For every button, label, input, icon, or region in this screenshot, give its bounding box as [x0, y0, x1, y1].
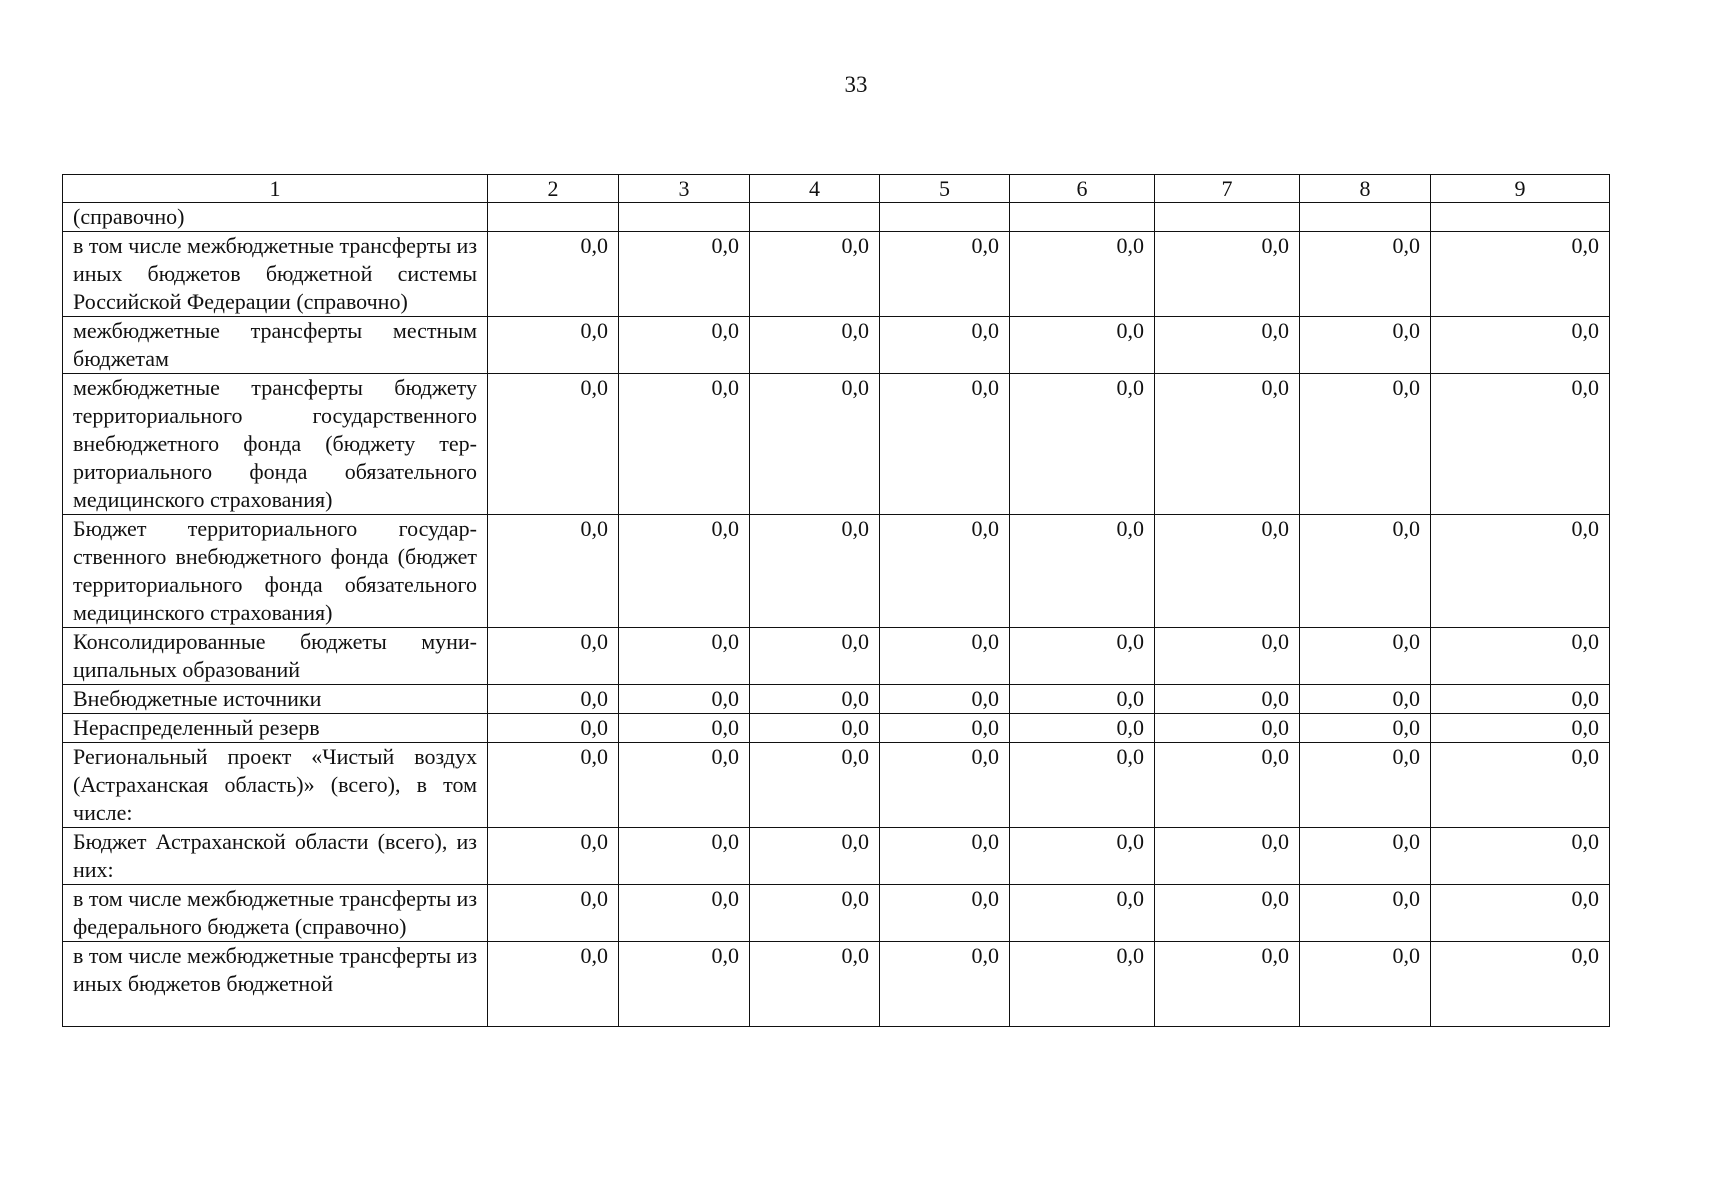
value-cell-col-9: 0,0: [1431, 317, 1610, 374]
budget-table: [62, 174, 1610, 1027]
column-header-3: 3: [619, 175, 750, 203]
table-row: [63, 628, 1610, 685]
row-label: в том числе межбюджетные трансферты из федерального бюджета (справочно): [63, 885, 488, 942]
table-row: [63, 515, 1610, 628]
value-cell-col-7: 0,0: [1155, 515, 1300, 628]
value-cell-col-6: 0,0: [1010, 232, 1155, 317]
table-row: [63, 374, 1610, 515]
value-cell-col-3: 0,0: [619, 885, 750, 942]
value-cell-col-8: 0,0: [1300, 743, 1431, 828]
value-cell-col-5: 0,0: [880, 628, 1010, 685]
value-cell-col-5: 0,0: [880, 317, 1010, 374]
value-cell-col-8: 0,0: [1300, 885, 1431, 942]
row-label: межбюджетные трансферты местным бюджетам: [63, 317, 488, 374]
table-row: [63, 714, 1610, 743]
table-row: [63, 232, 1610, 317]
value-cell-col-5: 0,0: [880, 685, 1010, 714]
value-cell-col-6: 0,0: [1010, 685, 1155, 714]
row-label: Региональный проект «Чистый воздух (Астраханская область)» (всего), в том числе:: [63, 743, 488, 828]
value-cell-col-9: 0,0: [1431, 714, 1610, 743]
value-cell-col-5: 0,0: [880, 374, 1010, 515]
value-cell-col-7: [1155, 203, 1300, 232]
value-cell-col-2: 0,0: [488, 942, 619, 1027]
row-label: Внебюджетные источники: [63, 685, 488, 714]
value-cell-col-7: 0,0: [1155, 317, 1300, 374]
value-cell-col-7: 0,0: [1155, 828, 1300, 885]
value-cell-col-5: 0,0: [880, 714, 1010, 743]
value-cell-col-5: 0,0: [880, 743, 1010, 828]
column-header-6: 6: [1010, 175, 1155, 203]
value-cell-col-2: 0,0: [488, 515, 619, 628]
table-row: [63, 317, 1610, 374]
value-cell-col-4: 0,0: [750, 743, 880, 828]
value-cell-col-6: 0,0: [1010, 515, 1155, 628]
table-row: [63, 885, 1610, 942]
value-cell-col-4: 0,0: [750, 515, 880, 628]
value-cell-col-3: 0,0: [619, 942, 750, 1027]
table-row: [63, 828, 1610, 885]
value-cell-col-7: 0,0: [1155, 374, 1300, 515]
value-cell-col-5: 0,0: [880, 828, 1010, 885]
value-cell-col-8: 0,0: [1300, 374, 1431, 515]
value-cell-col-7: 0,0: [1155, 714, 1300, 743]
value-cell-col-9: 0,0: [1431, 743, 1610, 828]
row-label: Бюджет территориального государственного внебюджетного фонда (бюджет территориального фонда обязательного медицинского страхования): [63, 515, 488, 628]
column-header-7: 7: [1155, 175, 1300, 203]
value-cell-col-2: 0,0: [488, 317, 619, 374]
column-header-1: 1: [63, 175, 488, 203]
row-label: межбюджетные трансферты бюджету территориального государственного внебюджетного фонда (бюджету территориального фонда обязательного медицинского страхования): [63, 374, 488, 515]
value-cell-col-6: 0,0: [1010, 743, 1155, 828]
value-cell-col-8: 0,0: [1300, 685, 1431, 714]
value-cell-col-4: 0,0: [750, 685, 880, 714]
column-header-8: 8: [1300, 175, 1431, 203]
table-row: [63, 942, 1610, 1027]
value-cell-col-7: 0,0: [1155, 885, 1300, 942]
value-cell-col-6: 0,0: [1010, 628, 1155, 685]
value-cell-col-5: 0,0: [880, 885, 1010, 942]
value-cell-col-9: 0,0: [1431, 942, 1610, 1027]
value-cell-col-3: 0,0: [619, 232, 750, 317]
value-cell-col-8: 0,0: [1300, 317, 1431, 374]
value-cell-col-2: 0,0: [488, 374, 619, 515]
column-header-5: 5: [880, 175, 1010, 203]
value-cell-col-4: 0,0: [750, 828, 880, 885]
value-cell-col-6: 0,0: [1010, 885, 1155, 942]
value-cell-col-3: 0,0: [619, 374, 750, 515]
value-cell-col-4: 0,0: [750, 885, 880, 942]
value-cell-col-4: 0,0: [750, 942, 880, 1027]
column-header-2: 2: [488, 175, 619, 203]
value-cell-col-7: 0,0: [1155, 942, 1300, 1027]
row-label: в том числе межбюджетные трансферты из иных бюджетов бюджетной: [63, 942, 488, 1027]
column-header-4: 4: [750, 175, 880, 203]
value-cell-col-7: 0,0: [1155, 232, 1300, 317]
value-cell-col-4: 0,0: [750, 714, 880, 743]
value-cell-col-4: 0,0: [750, 317, 880, 374]
value-cell-col-8: 0,0: [1300, 942, 1431, 1027]
value-cell-col-9: 0,0: [1431, 885, 1610, 942]
row-label: в том числе межбюджетные трансферты из иных бюджетов бюджетной системы Российской Федерации (справочно): [63, 232, 488, 317]
value-cell-col-9: [1431, 203, 1610, 232]
budget-table-wrapper: [62, 174, 1610, 1027]
page-number: 33: [844, 72, 868, 97]
value-cell-col-8: 0,0: [1300, 828, 1431, 885]
value-cell-col-7: 0,0: [1155, 685, 1300, 714]
value-cell-col-8: 0,0: [1300, 628, 1431, 685]
value-cell-col-2: 0,0: [488, 743, 619, 828]
value-cell-col-6: 0,0: [1010, 714, 1155, 743]
value-cell-col-3: [619, 203, 750, 232]
value-cell-col-3: 0,0: [619, 317, 750, 374]
value-cell-col-8: 0,0: [1300, 515, 1431, 628]
value-cell-col-5: 0,0: [880, 232, 1010, 317]
value-cell-col-3: 0,0: [619, 685, 750, 714]
column-header-9: 9: [1431, 175, 1610, 203]
table-row: [63, 685, 1610, 714]
value-cell-col-3: 0,0: [619, 628, 750, 685]
value-cell-col-7: 0,0: [1155, 628, 1300, 685]
value-cell-col-3: 0,0: [619, 714, 750, 743]
value-cell-col-2: 0,0: [488, 685, 619, 714]
value-cell-col-4: 0,0: [750, 628, 880, 685]
value-cell-col-6: 0,0: [1010, 828, 1155, 885]
value-cell-col-4: 0,0: [750, 232, 880, 317]
row-label: Бюджет Астраханской области (всего), из них:: [63, 828, 488, 885]
value-cell-col-3: 0,0: [619, 743, 750, 828]
value-cell-col-8: [1300, 203, 1431, 232]
value-cell-col-9: 0,0: [1431, 374, 1610, 515]
row-label: Консолидированные бюджеты муниципальных образований: [63, 628, 488, 685]
value-cell-col-2: 0,0: [488, 828, 619, 885]
value-cell-col-9: 0,0: [1431, 232, 1610, 317]
value-cell-col-2: [488, 203, 619, 232]
value-cell-col-9: 0,0: [1431, 628, 1610, 685]
value-cell-col-2: 0,0: [488, 628, 619, 685]
value-cell-col-9: 0,0: [1431, 515, 1610, 628]
value-cell-col-6: 0,0: [1010, 317, 1155, 374]
value-cell-col-2: 0,0: [488, 885, 619, 942]
table-body: [63, 203, 1610, 1027]
value-cell-col-6: 0,0: [1010, 374, 1155, 515]
value-cell-col-3: 0,0: [619, 828, 750, 885]
header-row: [63, 175, 1610, 203]
value-cell-col-9: 0,0: [1431, 685, 1610, 714]
value-cell-col-4: 0,0: [750, 374, 880, 515]
value-cell-col-6: 0,0: [1010, 942, 1155, 1027]
value-cell-col-2: 0,0: [488, 232, 619, 317]
value-cell-col-9: 0,0: [1431, 828, 1610, 885]
row-label: Нераспределенный резерв: [63, 714, 488, 743]
value-cell-col-8: 0,0: [1300, 232, 1431, 317]
value-cell-col-3: 0,0: [619, 515, 750, 628]
value-cell-col-8: 0,0: [1300, 714, 1431, 743]
value-cell-col-5: 0,0: [880, 515, 1010, 628]
value-cell-col-5: [880, 203, 1010, 232]
table-row: [63, 743, 1610, 828]
value-cell-col-2: 0,0: [488, 714, 619, 743]
value-cell-col-4: [750, 203, 880, 232]
value-cell-col-6: [1010, 203, 1155, 232]
row-label: (справочно): [63, 203, 488, 232]
value-cell-col-7: 0,0: [1155, 743, 1300, 828]
value-cell-col-5: 0,0: [880, 942, 1010, 1027]
table-row: [63, 203, 1610, 232]
